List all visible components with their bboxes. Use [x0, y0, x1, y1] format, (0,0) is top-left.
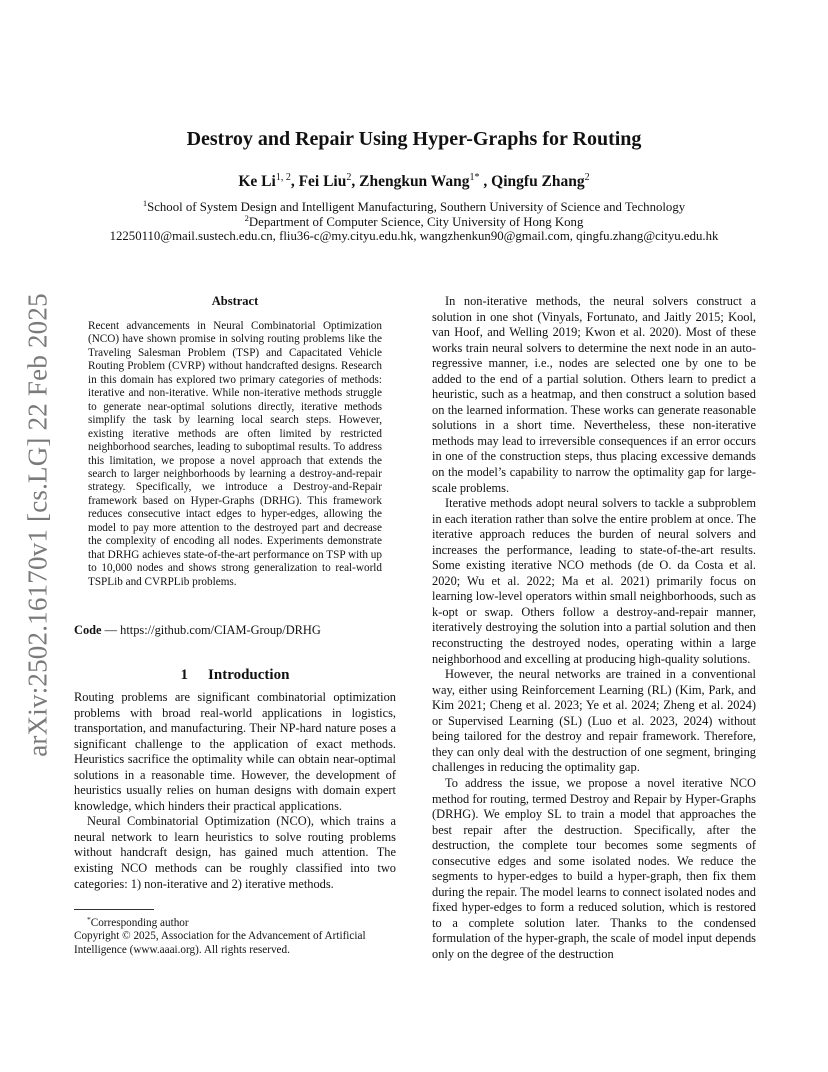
- arxiv-id[interactable]: arXiv:2502.16170v1 [cs.LG] 22 Feb 2025: [22, 293, 53, 757]
- code-label: Code: [74, 623, 102, 637]
- paper-title: Destroy and Repair Using Hyper-Graphs for Routing: [186, 128, 642, 150]
- author: Fei Liu$^2$,: [298, 172, 360, 190]
- author: Ke Li$^{1, 2}$,: [238, 172, 299, 190]
- abstract-heading: Abstract: [211, 294, 259, 308]
- intro-left-column: [74, 690, 396, 892]
- right-column: [432, 294, 756, 963]
- paragraph: However, the neural networks are trained in a conventional way, either using Reinforcement Learning (RL) (Kim, Park, and Kim 2021; Cheng et al. 2023; Ye et al. 2024; Zheng et al. 2024) or Supervised Learning (SL) (Luo et al. 2023, 2024) without being tailored for the destroy and repair framework. Therefore, they can only deal with the destruction of one segment, bringing challenges in reducing the optimality gap.: [432, 667, 756, 775]
- affiliation-2: $^2$Department of Computer Science, City University of Hong Kong: [244, 213, 584, 229]
- code-link[interactable]: https://github.com/CIAM-Group/DRHG: [120, 623, 321, 637]
- code-line: Code — https://github.com/CIAM-Group/DRHG: [74, 623, 321, 637]
- section-number: 1: [180, 667, 189, 683]
- copyright-notice: Copyright © 2025, Association for the Advancement of Artificial Intelligence (www.aaai.org). All rights reserved.: [74, 930, 366, 956]
- footnote: *Corresponding author Copyright © 2025, Association for the Advancement of Artificial Intelligence (www.aaai.org). All rights reserved.: [74, 913, 404, 957]
- abstract-text: Recent advancements in Neural Combinatorial Optimization (NCO) have shown promise in solving routing problems like the Traveling Salesman Problem (TSP) and Capacitated Vehicle Routing Problem (CVRP) without handcrafted designs. Research in this domain has explored two primary categories of methods: iterative and non-iterative. While non-iterative methods struggle to generate near-optimal solutions directly, iterative methods simplify the task by learning local search steps. However, existing iterative methods are often limited by restricted neighborhood searches, leading to suboptimal results. To address this limitation, we propose a novel approach that extends the search to larger neighborhoods by learning a destroy-and-repair strategy. Specifically, we introduce a Destroy-and-Repair framework based on Hyper-Graphs (DRHG). This framework reduces consecutive intact edges to hyper-edges, allowing the model to pay more attention to the destroyed part and decrease the complexity of encoding all nodes. Experiments demonstrate that DRHG achieves state-of-the-art performance on TSP with up to 10,000 nodes and shows strong generalization to real-world TSPLib and CVRPLib problems.: [88, 320, 382, 588]
- affiliation-1: $^1$School of System Design and Intelligent Manufacturing, Southern University of Science and Technology: [142, 198, 686, 214]
- section-title: Introduction: [208, 667, 290, 683]
- paragraph: Neural Combinatorial Optimization (NCO), which trains a neural network to learn heuristics to solve routing problems without handcraft design, has gained much attention. The existing NCO methods can be roughly classified into two categories: 1) non-iterative and 2) iterative methods.: [74, 814, 396, 891]
- paragraph: To address the issue, we propose a novel iterative NCO method for routing, termed Destroy and Repair by Hyper-Graphs (DRHG). We employ SL to train a model that approaches the best repair after the destruction. Specifically, after the destruction, the complete tour becomes some segments of consecutive edges and some isolated nodes. We reduce the segments to hyper-edges to build a hyper-graph, then fix them during the repair. The model learns to connect isolated nodes and fixed hyper-edges to form a reduced solution, which is restored to a complete solution later. Thanks to the condensed formulation of the hyper-graph, the scale of model input depends only on the degree of the destruction: [432, 775, 756, 961]
- footnote-rule: [74, 909, 154, 910]
- author: Qingfu Zhang$^2$: [491, 172, 590, 190]
- arxiv-sidebar-stamp: [18, 290, 58, 760]
- paragraph: Routing problems are significant combinatorial optimization problems with broad real-world applications in logistics, transportation, and manufacturing. Their NP-hard nature poses a significant challenge to the application of exact methods. Heuristics sacrifice the optimality while can obtain near-optimal solutions in a reasonable time. However, the development of heuristics usually relies on human designs with domain expert knowledge, which hinders their practical applications.: [74, 690, 396, 813]
- section-heading: [74, 667, 396, 684]
- paragraph: In non-iterative methods, the neural solvers construct a solution in one shot (Vinyals, Fortunato, and Jaitly 2015; Kool, van Hoof, and Welling 2019; Kwon et al. 2020). Most of these works train neural solvers to determine the next node in an auto-regressive manner, i.e., nodes are selected one by one to be added to the end of a partial solution. Others learn to predict a heuristic, such as a heatmap, and then construct a solution based on the learned information. These works can generate reasonable solutions in a short time. Nevertheless, these non-iterative methods may lead to irreversible consequences if an error occurs in one of the construction steps, thus placing excessive demands on the model’s capability to narrow the optimality gap for large-scale problems.: [432, 294, 756, 495]
- paragraph: Iterative methods adopt neural solvers to tackle a subproblem in each iteration rather than solve the entire problem at once. The iterative approach reduces the burden of neural solvers and increases the performance, leading to state-of-the-art results. Some existing iterative NCO methods (de O. da Costa et al. 2020; Wu et al. 2022; Ma et al. 2021) primarily focus on learning low-level operators within small neighborhoods, such as k-opt or swap. Others follow a destroy-and-repair manner, iteratively destroying the solution into a partial solution and then reconstructing the destroyed nodes, operating within a large neighborhood and excelling at producing high-quality solutions.: [432, 496, 756, 666]
- author: Zhengkun Wang$^{1*}$ ,: [359, 172, 492, 190]
- author-list: [0, 172, 828, 191]
- author-emails[interactable]: 12250110@mail.sustech.edu.cn, fliu36-c@my.cityu.edu.hk, wangzhenkun90@gmail.com, qingfu.zhang@cityu.edu.hk: [109, 229, 719, 243]
